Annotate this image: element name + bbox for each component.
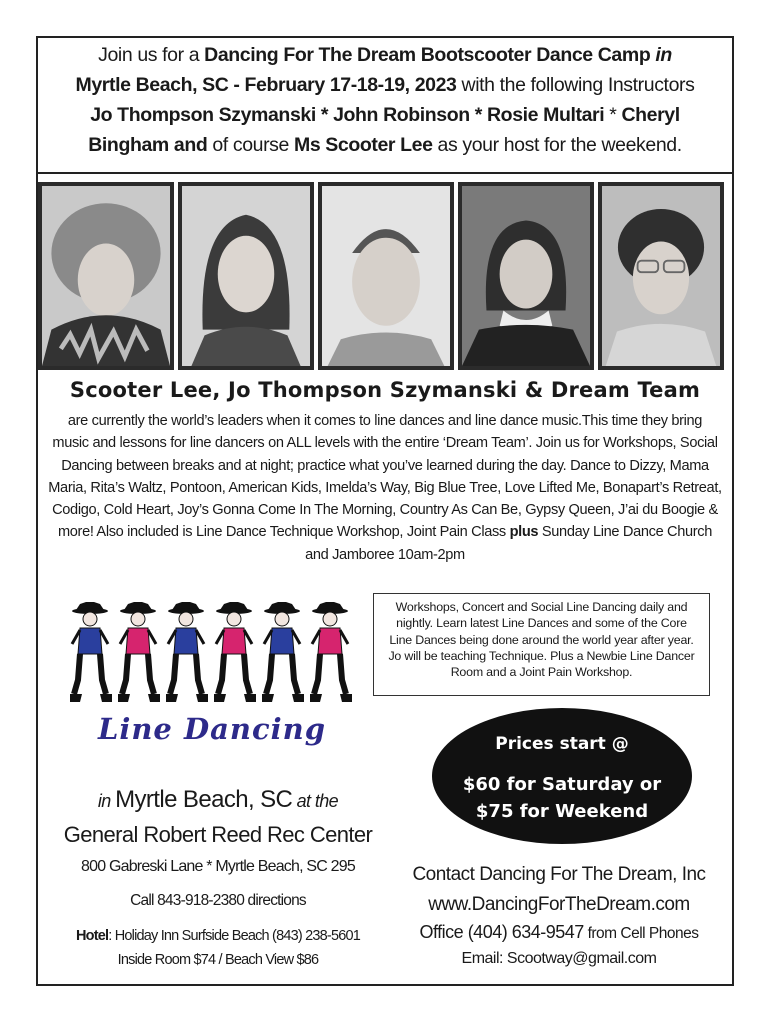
office-phone: Office (404) 634-9547 <box>419 922 584 942</box>
header-end: as your host for the weekend. <box>432 134 682 156</box>
header-of-course: of course <box>207 134 294 156</box>
instructor-names: Jo Thompson Szymanski * John Robinson * Rosie Multari <box>90 104 605 126</box>
header-text <box>48 40 722 170</box>
team-title: Scooter Lee, Jo Thompson Szymanski & Dream Team <box>69 378 701 402</box>
instructor-cheryl: Cheryl Bingham and <box>88 104 680 156</box>
venue-city <box>48 786 388 814</box>
photo-rosie-multari <box>458 182 594 370</box>
event-description <box>48 410 722 566</box>
dancer-figure <box>214 602 256 702</box>
venue-at-the: at the <box>292 791 339 811</box>
header-instructors-intro: with the following Instructors <box>456 74 695 96</box>
hotel-info <box>48 928 388 944</box>
price-badge <box>432 708 692 844</box>
description-plus: plus <box>509 524 539 541</box>
prices-start-label: Prices start @ <box>495 734 629 754</box>
photo-cheryl-bingham <box>598 182 724 370</box>
venue-in: in <box>97 791 116 811</box>
description-end: Sunday Line Dance Church and Jamboree 10am-2pm <box>305 524 712 563</box>
workshops-info-box: Workshops, Concert and Social Line Dancing daily and nightly. Learn latest Line Dances and some of the Core Line Dances being done around the world year after year. Jo will be teaching Technique. Plus a Newbie Line Dancer Room and a Joint Pain Workshop. <box>373 593 710 696</box>
contact-email[interactable]: Email: Scootway@gmail.com <box>461 950 657 967</box>
contact-name: Contact Dancing For The Dream, Inc <box>412 864 706 885</box>
dancer-figure <box>118 602 160 702</box>
photo-jo-thompson-szymanski <box>178 182 314 370</box>
line-dancing-logo: Line Dancing <box>97 712 327 746</box>
hotel-label: Hotel <box>75 928 109 944</box>
venue-city-name: Myrtle Beach, SC <box>115 786 293 813</box>
price-saturday: $60 for Saturday or <box>462 774 662 795</box>
dancer-figure <box>166 602 208 702</box>
dancer-figure <box>262 602 304 702</box>
photo-scooter-lee <box>38 182 174 370</box>
header-sep: * <box>604 104 622 126</box>
description-text: are currently the world’s leaders when it comes to line dances and line dance music.This time they bring music and lessons for line dancers on ALL levels with the entire ‘Dream Team’. Join us for Workshops, Social Dancing between breaks and at night; practice what you’ve learned during the day. Dance to Dizzy, Mama Maria, Rita’s Waltz, Pontoon, American Kids, Imelda’s Way, Big Blue Tree, Love Lifted Me, Bonapart’s Retreat, Codigo, Cold Heart, Joy’s Gonna Come In The Morning, Country As Can Be, Gypsy Queen, J’ai du Boogie & more! Also included is Line Dance Technique Workshop, Joint Pain Class <box>48 413 722 541</box>
venue-phone: Call 843-918-2380 directions <box>130 892 306 909</box>
header-in: in <box>650 44 672 66</box>
contact-website[interactable]: www.DancingForTheDream.com <box>428 894 690 915</box>
header-intro: Join us for a <box>98 44 205 66</box>
venue-address: 800 Gabreski Lane * Myrtle Beach, SC 295 <box>81 858 355 875</box>
dancer-figure <box>70 602 112 702</box>
photo-john-robinson <box>318 182 454 370</box>
hotel-rates: Inside Room $74 / Beach View $86 <box>117 952 319 968</box>
event-date-location: Myrtle Beach, SC - February 17-18-19, 2023 <box>75 74 457 96</box>
event-name: Dancing For The Dream Bootscooter Dance Camp <box>204 44 651 66</box>
contact-office <box>392 922 726 943</box>
host-name: Ms Scooter Lee <box>294 134 433 156</box>
dancer-figure <box>310 602 352 702</box>
hotel-name-phone: : Holiday Inn Surfside Beach (843) 238-5601 <box>108 928 360 944</box>
venue-name: General Robert Reed Rec Center <box>63 822 373 847</box>
office-note: from Cell Phones <box>583 925 699 942</box>
price-weekend: $75 for Weekend <box>475 801 649 822</box>
line-dancers-illustration <box>64 598 360 710</box>
header-divider <box>36 172 734 174</box>
